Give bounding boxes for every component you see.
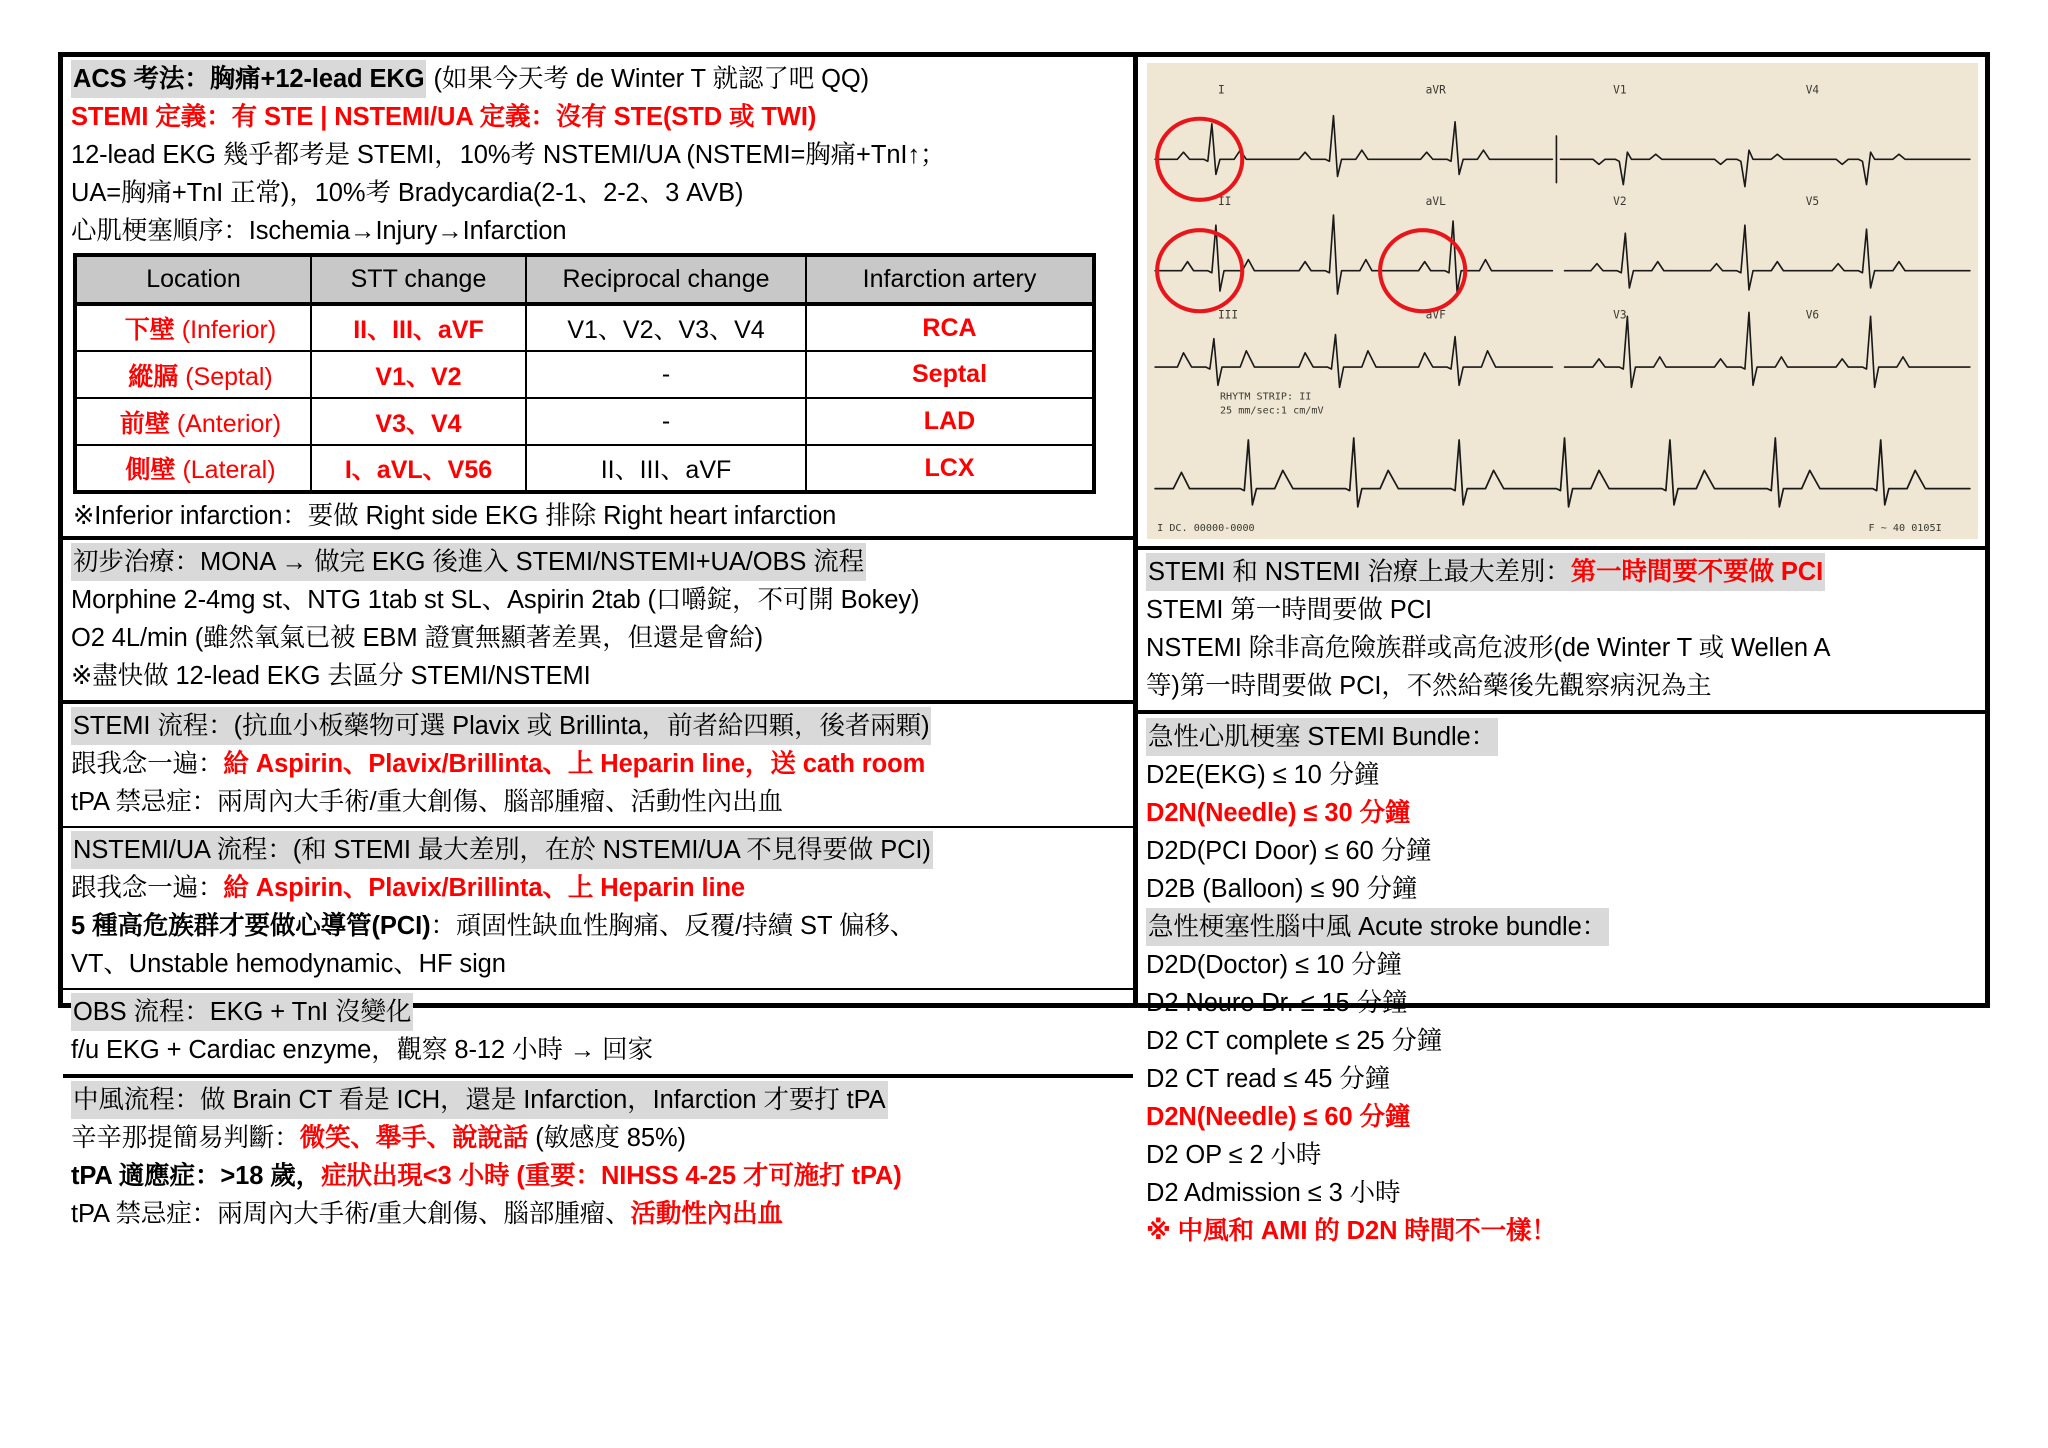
table-row (75, 398, 1094, 445)
comparison-title (1146, 553, 1825, 591)
ekg-lead-label: III (1217, 308, 1239, 322)
stemi-flow-line-3: tPA 禁忌症：兩周內大手術/重大創傷、腦部腫瘤、活動性內出血 (71, 788, 783, 816)
ekg-trace-svg (1147, 63, 1978, 539)
ami-bundle-title-line (1146, 718, 1977, 756)
ekg-lead-label: aVR (1425, 83, 1446, 97)
initial-tx-line-3: O2 4L/min (雖然氧氣已被 EBM 證實無顯著差異，但還是會給) (71, 624, 764, 652)
acs-definition: STEMI 定義：有 STE | NSTEMI/UA 定義：沒有 STE(STD 或 TWI) (71, 103, 817, 131)
cell-reciprocal: V1、V2、V3、V4 (526, 304, 806, 351)
acs-line-5: 心肌梗塞順序：Ischemia→Injury→Infarction (71, 217, 567, 245)
nstemi-flow-title: NSTEMI/UA 流程：(和 STEMI 最大差別，在於 NSTEMI/UA 不見得要做 PCI) (71, 831, 933, 869)
stroke-flow-title-line (71, 1081, 1125, 1119)
cell-stt: V3、V4 (311, 398, 526, 445)
col-header-stt: STT change (311, 255, 526, 304)
infarction-location-table (73, 253, 1096, 494)
acs-line-3: 12-lead EKG 幾乎都考是 STEMI，10%考 NSTEMI/UA (NSTEMI=胸痛+TnI↑； (71, 141, 946, 169)
cell-location (75, 351, 311, 398)
stroke-flow-line-4 (71, 1195, 1125, 1233)
cell-reciprocal: - (526, 398, 806, 445)
table-header-row (75, 255, 1094, 304)
tpa-contraindication-label: tPA 禁忌症：兩周內大手術/重大創傷、腦部腫瘤、 (71, 1200, 631, 1228)
comparison-title-red: 第一時間要不要做 PCI (1570, 558, 1824, 587)
location-zh: 側壁 (125, 456, 176, 484)
cincinnati-tail: (敏感度 85%) (528, 1124, 686, 1152)
stemi-nstemi-comparison-section (1138, 550, 1985, 714)
initial-tx-title: 初步治療：MONA → 做完 EKG 後進入 STEMI/NSTEMI+UA/OBS 流程 (71, 543, 866, 581)
comparison-line-2: STEMI 第一時間要做 PCI (1146, 596, 1432, 625)
ekg-lead-label: aVL (1425, 194, 1446, 208)
cell-artery: LAD (806, 398, 1094, 445)
location-en: (Lateral) (182, 456, 276, 484)
ekg-lead-label: V6 (1805, 308, 1820, 322)
ami-bundle-item: D2E(EKG) ≤ 10 分鐘 (1146, 761, 1380, 790)
tpa-contraindication-red: 活動性內出血 (630, 1200, 783, 1228)
cell-location (75, 398, 311, 445)
table-row (75, 304, 1094, 351)
nstemi-pci-criteria-rest: ：頑固性缺血性胸痛、反覆/持續 ST 偏移、 (430, 912, 916, 940)
cell-location (75, 445, 311, 492)
location-zh: 縱膈 (128, 362, 179, 391)
stroke-flow-title: 中風流程：做 Brain CT 看是 ICH，還是 Infarction，Infarction 才要打 tPA (71, 1081, 888, 1119)
nstemi-flow-title-line (71, 831, 1125, 869)
nstemi-flow-line-2 (71, 869, 1125, 907)
acs-title-rest: (如果今天考 de Winter T 就認了吧 QQ) (426, 65, 870, 93)
location-zh: 下壁 (124, 316, 175, 344)
nstemi-pci-criteria-label: 5 種高危族群才要做心導管(PCI) (71, 912, 431, 940)
location-en: (Anterior) (176, 409, 282, 438)
stemi-flow-title: STEMI 流程：(抗血小板藥物可選 Plavix 或 Brillinta，前者給四顆，後者兩顆) (71, 707, 931, 745)
col-header-artery: Infarction artery (806, 255, 1094, 304)
location-en: (Inferior) (181, 316, 277, 344)
stroke-bundle-title-line (1146, 908, 1977, 946)
stroke-bundle-item: D2 OP ≤ 2 小時 (1146, 1141, 1322, 1170)
col-header-location: Location (75, 255, 311, 304)
nstemi-flow-l2-red: 給 Aspirin、Plavix/Brillinta、上 Heparin line (223, 874, 746, 902)
location-zh: 前壁 (119, 409, 170, 438)
stemi-flow-l2-black: 跟我念一遍： (71, 750, 224, 778)
col-header-reciprocal: Reciprocal change (526, 255, 806, 304)
ekg-lead-label: V4 (1805, 83, 1820, 97)
initial-treatment-section (63, 540, 1133, 704)
acs-title: ACS 考法：胸痛+12-lead EKG (71, 60, 426, 98)
cell-location (75, 304, 311, 351)
obs-flow-line-2: f/u EKG + Cardiac enzyme，觀察 8-12 小時 → 回家 (71, 1036, 653, 1064)
obs-flow-section (63, 990, 1133, 1074)
inferior-infarction-note: ※Inferior infarction：要做 Right side EKG 排除 Right heart infarction (73, 502, 837, 530)
stroke-bundle-item: D2D(Doctor) ≤ 10 分鐘 (1146, 951, 1402, 980)
stroke-flow-section (63, 1078, 1133, 1238)
ekg-speed-caption: 25 mm/sec:1 cm/mV (1219, 405, 1324, 417)
cell-artery: RCA (806, 304, 1094, 351)
ami-bundle-title: 急性心肌梗塞 STEMI Bundle： (1146, 718, 1498, 756)
ami-bundle-item: D2D(PCI Door) ≤ 60 分鐘 (1146, 837, 1432, 866)
ekg-lead-label: II (1217, 194, 1232, 208)
nstemi-flow-l2-black: 跟我念一遍： (71, 874, 224, 902)
stemi-flow-line-2 (71, 745, 1125, 783)
bundle-footnote: ※ 中風和 AMI 的 D2N 時間不一樣！ (1146, 1217, 1557, 1246)
comparison-line-3: NSTEMI 除非高危險族群或高危波形(de Winter T 或 Wellen A (1146, 634, 1831, 663)
comparison-line-4: 等)第一時間要做 PCI，不然給藥後先觀察病況為主 (1146, 672, 1712, 701)
obs-flow-title: OBS 流程：EKG + TnI 沒變化 (71, 993, 413, 1031)
cincinnati-red: 微笑、舉手、說說話 (299, 1124, 529, 1152)
stroke-bundle-item: D2 CT complete ≤ 25 分鐘 (1146, 1027, 1443, 1056)
comparison-title-line (1146, 553, 1977, 591)
left-column (63, 57, 1138, 1228)
stroke-bundle-item: D2 Admission ≤ 3 小時 (1146, 1179, 1401, 1208)
ekg-lead-label: aVF (1425, 308, 1446, 322)
nstemi-flow-section (63, 828, 1133, 990)
comparison-title-black: STEMI 和 NSTEMI 治療上最大差別： (1148, 558, 1571, 587)
cell-reciprocal: II、III、aVF (526, 445, 806, 492)
initial-tx-title-line (71, 543, 1125, 581)
ami-bundle-item: D2B (Balloon) ≤ 90 分鐘 (1146, 875, 1418, 904)
nstemi-flow-line-4: VT、Unstable hemodynamic、HF sign (71, 950, 506, 978)
initial-tx-line-4: ※盡快做 12-lead EKG 去區分 STEMI/NSTEMI (71, 662, 591, 690)
nstemi-flow-line-3 (71, 907, 1125, 945)
ekg-lead-label: I (1217, 83, 1225, 97)
cell-artery: LCX (806, 445, 1094, 492)
tpa-indication-label: tPA 適應症：>18 歲， (71, 1162, 322, 1190)
ekg-12lead-image (1147, 63, 1978, 539)
acs-section (63, 57, 1133, 540)
ekg-footer-right: F ~ 40 0105I (1868, 523, 1942, 535)
flow-stack (63, 704, 1133, 1078)
cell-artery: Septal (806, 351, 1094, 398)
acs-line-4: UA=胸痛+TnI 正常)，10%考 Bradycardia(2-1、2-2、3 AVB) (71, 179, 744, 207)
stemi-flow-section (63, 704, 1133, 828)
location-en: (Septal) (185, 362, 273, 391)
tpa-indication-red: 症狀出現<3 小時 (重要：NIHSS 4-25 才可施打 tPA) (321, 1162, 902, 1190)
ekg-rhythm-caption: RHYTM STRIP: II (1219, 391, 1312, 403)
stemi-flow-l2-red: 給 Aspirin、Plavix/Brillinta、上 Heparin line，送 cath room (223, 750, 926, 778)
right-column (1138, 57, 1985, 1246)
table-row (75, 351, 1094, 398)
initial-tx-line-2: Morphine 2-4mg st、NTG 1tab st SL、Aspirin 2tab (口嚼錠，不可開 Bokey) (71, 586, 920, 614)
stroke-bundle-item: D2N(Needle) ≤ 60 分鐘 (1146, 1103, 1411, 1132)
ekg-lead-label: V2 (1613, 194, 1627, 208)
ekg-lead-label: V1 (1613, 83, 1627, 97)
acs-title-line (71, 60, 1125, 98)
cell-stt: V1、V2 (311, 351, 526, 398)
stemi-flow-title-line (71, 707, 1125, 745)
ami-bundle-item: D2N(Needle) ≤ 30 分鐘 (1146, 799, 1411, 828)
cincinnati-label: 辛辛那提簡易判斷： (71, 1124, 300, 1152)
ekg-image-panel (1138, 57, 1985, 550)
cell-reciprocal: - (526, 351, 806, 398)
ekg-footer-left: I DC. 00000-0000 (1157, 523, 1255, 535)
bundles-section (1138, 714, 1985, 1255)
cheatsheet-page (58, 52, 1990, 1246)
obs-flow-title-line (71, 993, 1125, 1031)
ekg-lead-label: V3 (1613, 308, 1627, 322)
stroke-bundle-item: D2 Neuro Dr. ≤ 15 分鐘 (1146, 989, 1408, 1018)
stroke-bundle-item: D2 CT read ≤ 45 分鐘 (1146, 1065, 1391, 1094)
stroke-flow-line-3 (71, 1157, 1125, 1195)
stroke-bundle-title: 急性梗塞性腦中風 Acute stroke bundle： (1146, 908, 1609, 946)
table-row (75, 445, 1094, 492)
cell-stt: I、aVL、V56 (311, 445, 526, 492)
ekg-lead-label: V5 (1805, 194, 1820, 208)
cell-stt: II、III、aVF (311, 304, 526, 351)
stroke-flow-line-2 (71, 1119, 1125, 1157)
